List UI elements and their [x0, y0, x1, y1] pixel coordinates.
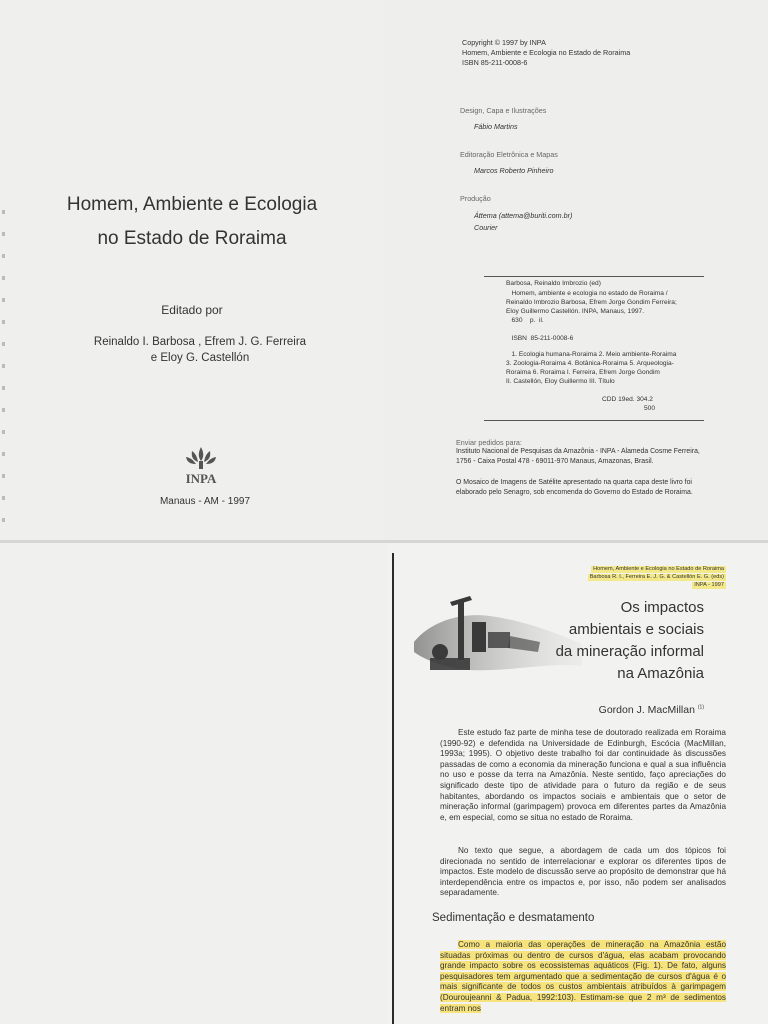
mining-illustration-icon: [410, 582, 586, 692]
design-name: Fábio Martins: [474, 122, 518, 131]
catalog-line: Roraima 6. Roraima I. Ferreira, Efrem Jorge Gondim: [506, 369, 660, 376]
design-label: Design, Capa e Ilustrações: [460, 106, 547, 115]
svg-text:INPA: INPA: [185, 471, 217, 486]
catalog-line: Barbosa, Reinaldo Imbrozio (ed): [506, 280, 601, 287]
inpa-logo-icon: [176, 445, 226, 491]
page-title: [0, 0, 384, 540]
catalog-line: 630 p. il.: [506, 317, 544, 324]
book-spine: [392, 553, 394, 1024]
article-paragraph: [440, 728, 726, 823]
catalog-card: [484, 276, 704, 417]
editing-label: Editoração Eletrônica e Mapas: [460, 150, 558, 159]
running-header-line2: Barbosa R. I., Ferreira E. J. G. & Castellón E. G. (eds): [589, 574, 724, 580]
mosaic-line1: O Mosaico de Imagens de Satélite apresentado na quarta capa deste livro foi: [456, 479, 692, 486]
orders-label: Enviar pedidos para:: [456, 438, 522, 447]
publication-place: Manaus - AM - 1997: [159, 496, 251, 507]
running-header-line3: INPA - 1997: [694, 582, 724, 588]
article-title-line2: ambientais e sociais: [568, 621, 704, 638]
book-title-line2: no Estado de Roraima: [97, 228, 287, 249]
margin-marks: [2, 210, 5, 530]
production-name1: Áttema (attema@buriti.com.br): [474, 211, 573, 220]
catalog-line: 3. Zoologia-Roraima 4. Botânica-Roraima 5. Arqueologia-: [506, 360, 674, 367]
editors-line2: e Eloy G. Castellón: [150, 352, 250, 364]
editors-line1: Reinaldo I. Barbosa , Efrem J. G. Ferreira: [93, 336, 307, 348]
page-blank: [0, 540, 388, 1024]
catalog-line: 1. Ecologia humana-Roraima 2. Meio ambiente-Roraima: [506, 351, 677, 358]
highlighted-text: Como a maioria das operações de mineração na Amazônia estão situadas próximas ou dentro de cursos d'água, elas acabam provocando grande impacto sobre os ecossistemas aquáticos (Fig. 1). De fato, alguns pesquisadores tem argumentado que a sedimentação de cursos d'água é o mais significante de todos os custos ambientais atribuídos à garimpagem (Douroujeanni & Padua, 1992:103). Estimam-se que 2 m³ de sedimentos entram nos: [440, 940, 726, 1013]
catalog-line: II. Castellón, Eloy Guillermo III. Título: [506, 378, 615, 385]
production-name2: Courier: [474, 223, 498, 232]
book-title-line1: Homem, Ambiente e Ecologia: [66, 194, 318, 215]
running-header-line1: Homem, Ambiente e Ecologia no Estado de Roraima: [593, 566, 724, 572]
orders-line2: 1756 - Caixa Postal 478 - 69011-970 Manaus, Amazonas, Brasil.: [456, 458, 654, 465]
article-paragraph-highlighted: [440, 940, 726, 1014]
cdd: CDD 19ed. 304.2: [602, 396, 653, 403]
catalog-divider: [484, 420, 704, 421]
mosaic-line2: elaborado pelo Senagro, sob encomenda do Governo do Estado de Roraima.: [456, 489, 693, 496]
catalog-line: Eloy Guillermo Castellón. INPA, Manaus, 1997.: [506, 308, 645, 315]
section-heading: Sedimentação e desmatamento: [432, 912, 595, 924]
copyright: Copyright © 1997 by INPA: [462, 38, 546, 47]
author-name: Gordon J. MacMillan: [598, 704, 695, 716]
article-title-line4: na Amazônia: [617, 665, 704, 682]
paragraph-text: Este estudo faz parte de minha tese de doutorado realizada em Roraima (1990-92) e defendida na Universidade de Edinburgh, Escócia (MacMillan, 1993a; 1995). O objetivo deste trabalho foi dar continuidade às discussões passadas de como a economia da mineração funciona e qual a sua influência no uso e posse da terra na Amazônia. Neste sentido, faço apreciações do significado deste tipo de atividade para o futuro da região e de seus habitantes, abordando os impactos sociais e ambientais que o setor de mineração informal (garimpagem) provoca em diferentes partes da Amazônia e, em especial, como se situa no estado de Roraima.: [440, 728, 726, 822]
paragraph-text: No texto que segue, a abordagem de cada um dos tópicos foi direcionada no sentido de interrelacionar e explorar os diferentes tipos de impactos. Este modelo de discussão serve ao propósito de demonstrar que há interdependência entre os impactos e, por isso, não podem ser analisados separadamente.: [440, 846, 726, 898]
article-title-line3: da mineração informal: [555, 643, 704, 660]
isbn: ISBN 85-211-0008-6: [462, 58, 528, 67]
edited-by: Editado por: [161, 303, 223, 317]
copyright-title: Homem, Ambiente e Ecologia no Estado de Roraima: [462, 48, 631, 57]
article-author: [599, 704, 704, 716]
author-footnote-marker: (1): [697, 704, 704, 711]
catalog-line: Reinaldo Imbrozio Barbosa, Efrem Jorge Gondim Ferreira;: [506, 299, 677, 306]
catalog-line: Homem, ambiente e ecologia no estado de Roraima /: [506, 290, 668, 297]
article-title-line1: Os impactos: [620, 599, 704, 616]
production-label: Produção: [460, 194, 491, 203]
editing-name: Marcos Roberto Pinheiro: [474, 166, 554, 175]
article-paragraph: [440, 846, 726, 899]
page-fold: [0, 540, 768, 543]
catalog-line: ISBN 85-211-0008-6: [506, 335, 574, 342]
cdd-secondary: 500: [644, 405, 656, 412]
orders-line1: Instituto Nacional de Pesquisas da Amazônia - INPA - Alameda Cosme Ferreira,: [456, 448, 700, 455]
